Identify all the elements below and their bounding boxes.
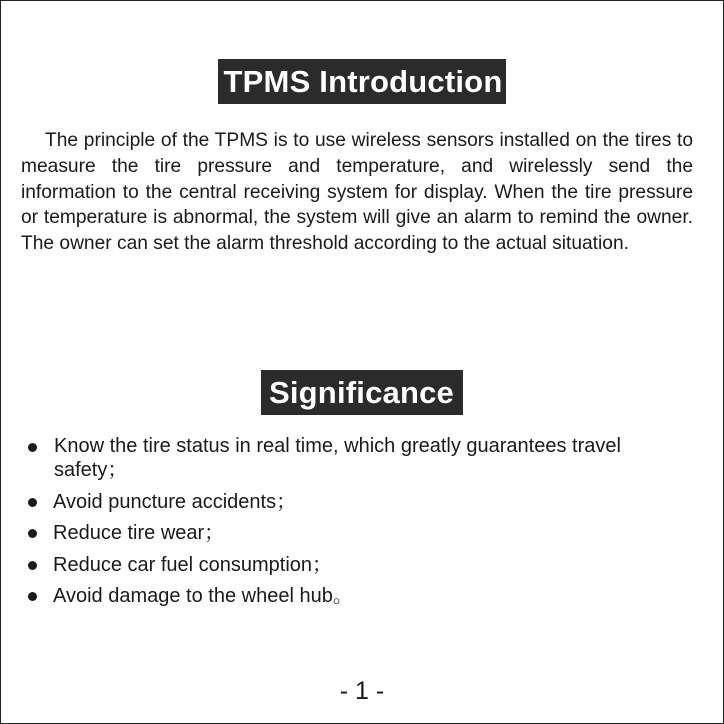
bullet-icon — [28, 529, 37, 538]
significance-heading: Significance — [261, 370, 463, 415]
list-item-text: Avoid damage to the wheel hub。 — [53, 585, 353, 607]
intro-paragraph: The principle of the TPMS is to use wireless sensors installed on the tires to measure the tire pressure and temperature, and wirelessly send the information to the central receiving system for display. When the tire pressure or temperature is abnormal, the system will give an alarm to remind the owner. The owner can set the alarm threshold according to the actual situation. — [21, 130, 693, 255]
list-item-text: Know the tire status in real time, which greatly guarantees travel safety； — [54, 435, 621, 481]
list-item — [0, 490, 693, 514]
list-item-text: Reduce tire wear； — [53, 522, 225, 544]
bullet-icon — [28, 498, 37, 507]
list-item-text: Avoid puncture accidents； — [53, 491, 297, 513]
bullet-icon — [28, 443, 37, 452]
bullet-icon — [28, 592, 37, 601]
bullet-icon — [28, 561, 37, 570]
significance-heading-block — [0, 370, 724, 415]
list-item-text: Reduce car fuel consumption； — [53, 554, 333, 576]
page-number: - 1 - — [339, 677, 385, 705]
list-item — [0, 434, 694, 482]
list-item — [0, 521, 693, 545]
intro-heading: TPMS Introduction — [218, 59, 507, 104]
list-item — [0, 553, 693, 577]
list-item — [0, 584, 693, 608]
intro-heading-block — [0, 59, 724, 104]
